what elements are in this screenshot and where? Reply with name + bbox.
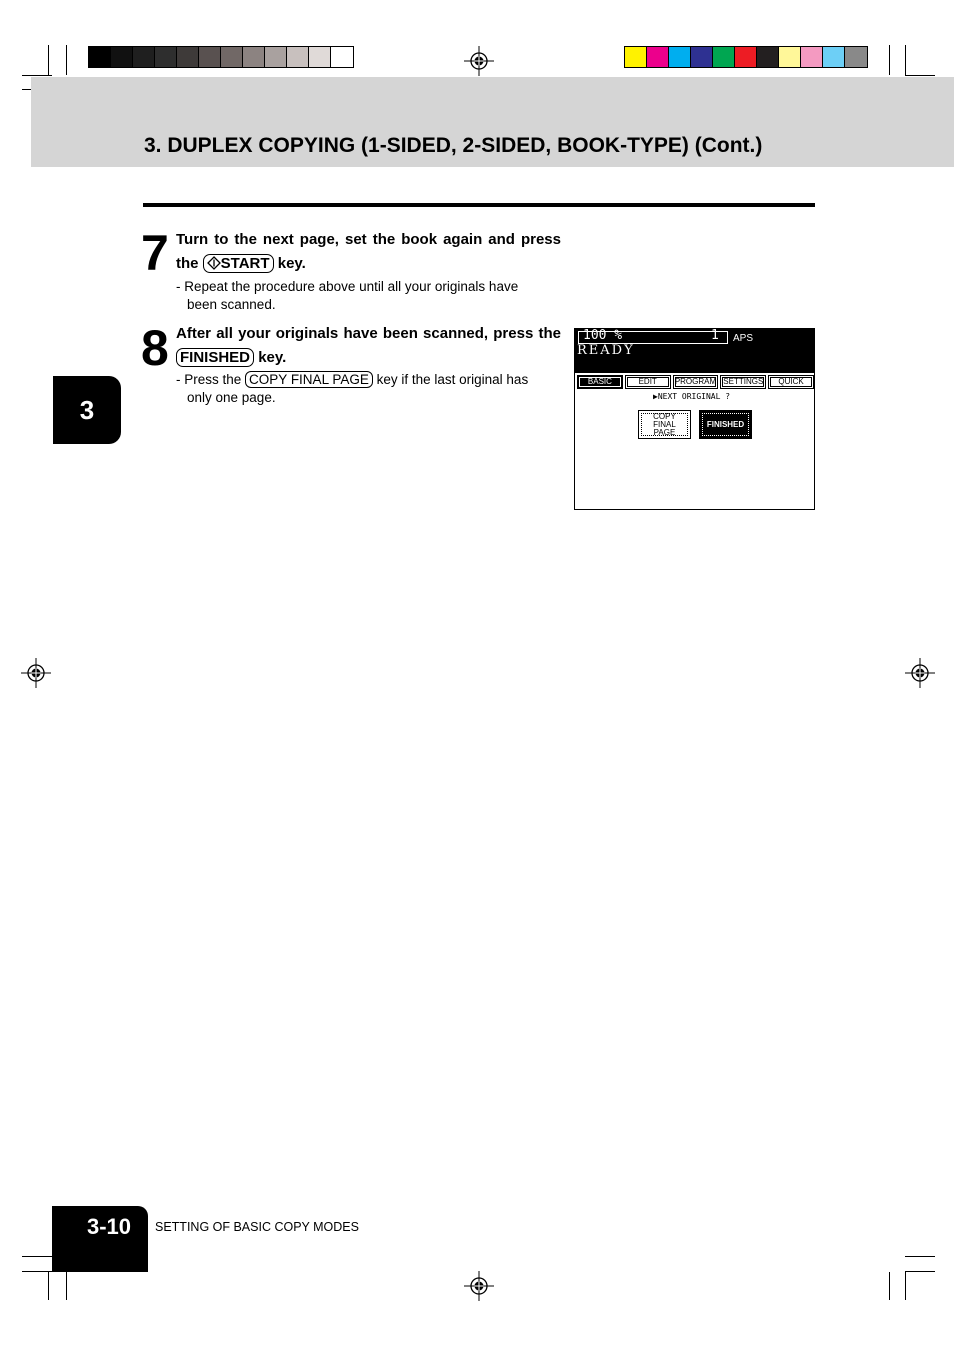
step-instruction: Turn to the next page, set the book again and press the START key. (176, 231, 561, 272)
color-swatch (111, 47, 133, 67)
copy-final-page-button[interactable]: COPY FINAL PAGE (638, 410, 691, 439)
chapter-tab: 3 (53, 376, 121, 444)
color-swatch (713, 47, 735, 67)
crop-mark (905, 75, 935, 76)
crop-mark (66, 45, 67, 75)
step-number: 8 (141, 320, 167, 376)
color-swatch (221, 47, 243, 67)
step-note: - Press the COPY FINAL PAGE key if the last original has only one page. (176, 372, 529, 405)
tab-edit[interactable]: EDIT (625, 375, 671, 389)
step-number: 7 (141, 225, 167, 281)
finished-button[interactable]: FINISHED (699, 410, 752, 439)
start-key: START (203, 254, 274, 273)
paper-mode: APS (733, 333, 754, 344)
footer-section-title: SETTING OF BASIC COPY MODES (155, 1220, 359, 1234)
page-number-box (52, 1206, 148, 1272)
title-rule (143, 203, 815, 207)
crop-mark (22, 75, 52, 76)
step-note: - Repeat the procedure above until all your originals have been scanned. (176, 279, 519, 312)
tab-settings[interactable]: SETTINGS (720, 375, 766, 389)
crop-mark (22, 1256, 52, 1257)
color-swatch (779, 47, 801, 67)
crop-mark (905, 1256, 935, 1257)
color-swatch (691, 47, 713, 67)
color-swatch (757, 47, 779, 67)
color-swatch (845, 47, 867, 67)
copy-final-page-key: COPY FINAL PAGE (245, 371, 373, 388)
machine-status: READY (577, 343, 635, 358)
grayscale-bar (88, 46, 354, 68)
start-diamond-icon (207, 256, 221, 270)
color-swatch (243, 47, 265, 67)
reproduction-ratio: 100 % (583, 328, 623, 343)
prompt-message: ▶NEXT ORIGINAL ? (653, 392, 731, 401)
color-swatch (669, 47, 691, 67)
lcd-panel (574, 328, 815, 510)
color-swatch (199, 47, 221, 67)
registration-target-icon (464, 1271, 494, 1301)
tab-quick[interactable]: QUICK (768, 375, 814, 389)
color-swatch (177, 47, 199, 67)
color-swatch (287, 47, 309, 67)
registration-target-icon (905, 658, 935, 688)
color-swatch (133, 47, 155, 67)
crop-mark (905, 45, 906, 75)
play-arrow-icon: ▶ (653, 392, 658, 401)
color-swatch (89, 47, 111, 67)
color-swatch (801, 47, 823, 67)
step-instruction: After all your originals have been scanned, press the FINISHED key. (176, 325, 561, 366)
color-swatch (155, 47, 177, 67)
color-swatch (647, 47, 669, 67)
crop-mark (905, 1272, 906, 1300)
crop-mark (48, 45, 49, 75)
page-number: 3-10 (87, 1214, 132, 1239)
lcd-tab-bar (577, 375, 814, 389)
registration-target-icon (21, 658, 51, 688)
color-swatch (823, 47, 845, 67)
color-bar (624, 46, 868, 68)
registration-target-icon (464, 46, 494, 76)
color-swatch (309, 47, 331, 67)
color-swatch (735, 47, 757, 67)
finished-key: FINISHED (176, 348, 254, 367)
tab-basic[interactable]: BASIC (577, 375, 623, 389)
crop-mark (66, 1272, 67, 1300)
color-swatch (331, 47, 353, 67)
crop-mark (889, 45, 890, 75)
color-swatch (265, 47, 287, 67)
lcd-status-area (575, 329, 814, 373)
crop-mark (889, 1272, 890, 1300)
tab-program[interactable]: PROGRAM (673, 375, 719, 389)
page-title: 3. DUPLEX COPYING (1-SIDED, 2-SIDED, BOOK-TYPE) (Cont.) (144, 134, 763, 157)
crop-mark (22, 1271, 52, 1272)
crop-mark (48, 1272, 49, 1300)
color-swatch (625, 47, 647, 67)
copy-count: 1 (711, 328, 719, 343)
crop-mark (905, 1271, 935, 1272)
